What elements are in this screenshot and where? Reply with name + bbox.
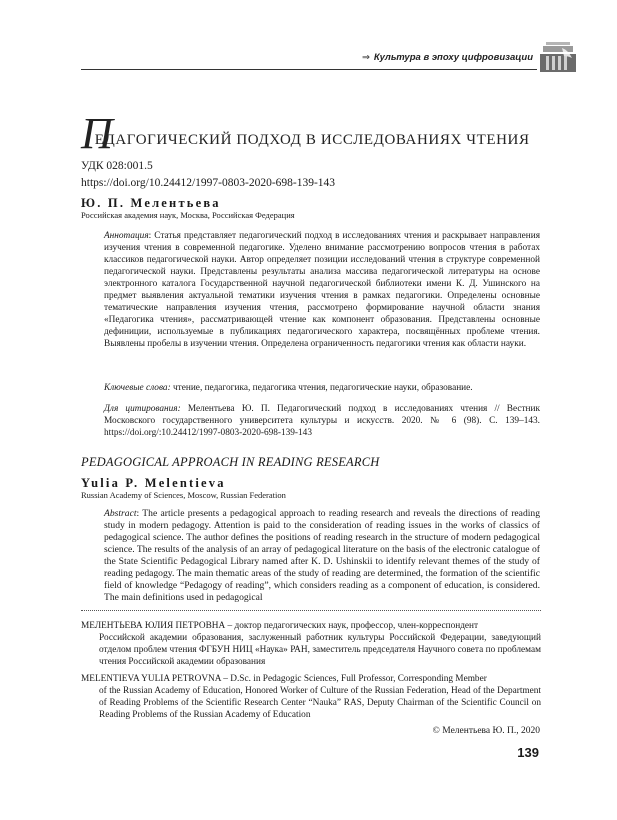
keywords-label-ru: Ключевые слова: bbox=[104, 383, 171, 393]
abstract-text-en: : The article presents a pedagogical approach to reading research and reveals the directions of reading study in modern pedagogy. Attention is paid to the consideration of reading issues in the works of classics of pedagogical science. The author defines the positions of reading research in the structure of modern pedagogical science. The results of the analysis of an array of pedagogical literature on the basis of the electronic catalogue of the State Scientific Pedagogical Library named after K. D. Ushinskii to identify relevant themes of the study of reading pedagogy. The main thematic areas of the study of reading are determined, the formation of the scientific field of knowledge “Pedagogy of reading”, which considers reading as a component of education, is considered. The main definitions used in pedagogical bbox=[104, 508, 540, 603]
arrow-icon: ⇒ bbox=[361, 52, 370, 63]
page-number: 139 bbox=[517, 745, 539, 760]
abstract-en bbox=[104, 508, 540, 604]
udk-code: УДК 028:001.5 bbox=[81, 160, 153, 172]
citation-label-ru: Для цитирования: bbox=[104, 404, 181, 414]
title-text: ЕДАГОГИЧЕСКИЙ ПОДХОД В ИССЛЕДОВАНИЯХ ЧТЕНИЯ bbox=[94, 132, 530, 148]
abstract-label-ru: Аннотация bbox=[104, 231, 149, 241]
author-info-ru-rest: Российской академии образования, заслуженный работник культуры Российской Федерации, заведующий отделом проблем чтения ФГБУН НИЦ «Наука» РАН, заместитель председателя Научного совета по проблемам чтения Российской академии образования bbox=[99, 633, 541, 667]
citation-ru bbox=[104, 403, 540, 439]
author-info-en-first: MELENTIEVA YULIA PETROVNA – D.Sc. in Pedagogic Sciences, Full Professor, Corresponding Member bbox=[81, 674, 487, 684]
author-info-ru-first: МЕЛЕНТЬЕВА ЮЛИЯ ПЕТРОВНА – доктор педагогических наук, профессор, член-корреспондент bbox=[81, 621, 479, 631]
keywords-ru bbox=[104, 382, 540, 394]
abstract-text-ru: : Статья представляет педагогический подход в исследованиях чтения и раскрывает направления изучения чтения в современной педагогике. Уделено внимание рассмотрению вопросов чтения в работах классиков педагогической науки. Автор определяет позиции исследований чтения в структуре современной педагогической науки. Представлены результаты анализа массива педагогической литературы на основе электронного каталога Государственной научной педагогической библиотеки имени К. Д. Ушинского на предмет выявления актуальной тематики изучения чтения в рамках педагогики. Определены основные тематические направления изучения чтения, рассмотрено формирование научной области знания «Педагогика чтения», рассматривающей чтение как компонент образования. Представлены основные дефиниции, используемые в публикациях педагогического характера, посвящённых проблеме чтения. Выявлены пробелы в изучении чтения. Определена ограниченность педагогики чтения как области науки. bbox=[104, 231, 540, 349]
article-title-en: PEDAGOGICAL APPROACH IN READING RESEARCH bbox=[81, 455, 380, 469]
author-name-ru: Ю. П. Мелентьева bbox=[81, 196, 221, 210]
affiliation-ru: Российская академия наук, Москва, Российская Федерация bbox=[81, 210, 295, 220]
author-info-en bbox=[81, 673, 541, 721]
title-initial: П bbox=[81, 109, 111, 158]
affiliation-en: Russian Academy of Sciences, Moscow, Russian Federation bbox=[81, 490, 286, 500]
copyright: © Мелентьева Ю. П., 2020 bbox=[432, 726, 540, 736]
doi-link[interactable]: https://doi.org/10.24412/1997-0803-2020-698-139-143 bbox=[81, 177, 336, 189]
section-title bbox=[362, 52, 533, 63]
author-info-ru bbox=[81, 620, 541, 668]
section-title-text: Культура в эпоху цифровизации bbox=[373, 52, 533, 63]
article-title bbox=[81, 109, 541, 158]
citation-text-ru: Мелентьева Ю. П. Педагогический подход в исследованиях чтения // Вестник Московского государственного университета культуры и искусств. 2020. № 6 (98). С. 139–143. https://doi.org/:10.24412/1997-0803-2020-698-139-143 bbox=[104, 404, 540, 438]
author-info-en-rest: of the Russian Academy of Education, Honored Worker of Culture of the Russian Federation, Head of the Department of Reading Problems of the Scientific Research Center “Nauka” RAS, Deputy Chairman of the Scientific Council on Reading Problems of the Russian Academy of Education bbox=[99, 686, 541, 720]
journal-logo-icon bbox=[540, 42, 576, 72]
header-rule bbox=[81, 69, 537, 70]
keywords-text-ru: чтение, педагогика, педагогика чтения, педагогические науки, образование. bbox=[170, 383, 473, 393]
abstract-ru bbox=[104, 230, 540, 350]
footnote-divider bbox=[81, 610, 541, 611]
abstract-label-en: Abstract bbox=[104, 508, 137, 519]
author-name-en: Yulia P. Melentieva bbox=[81, 476, 226, 490]
